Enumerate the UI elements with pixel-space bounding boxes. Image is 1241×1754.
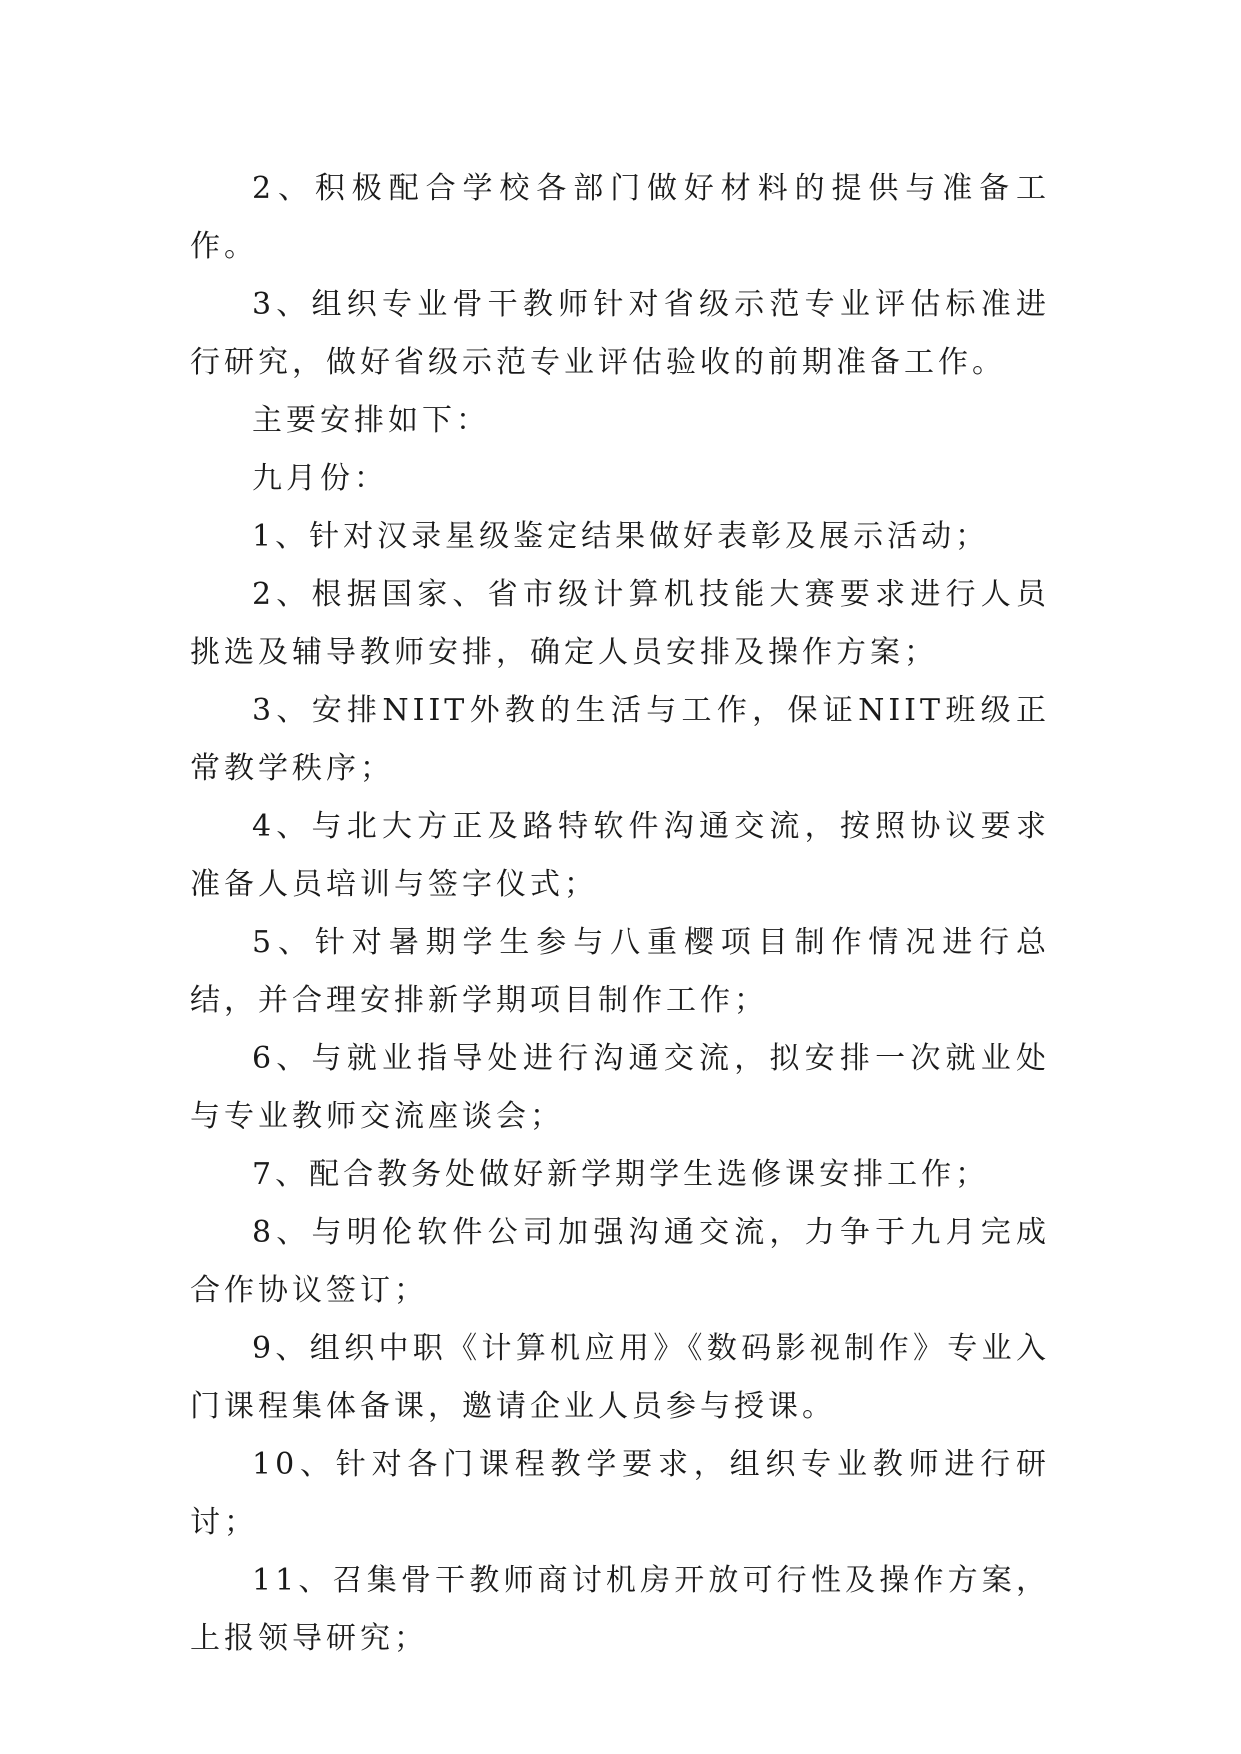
list-item: 3、安排NIIT外教的生活与工作，保证NIIT班级正常教学秩序； xyxy=(190,693,1050,786)
document-body xyxy=(190,160,1050,1668)
list-item: 8、与明伦软件公司加强沟通交流，力争于九月完成合作协议签订； xyxy=(190,1215,1050,1308)
list-item: 5、针对暑期学生参与八重樱项目制作情况进行总结，并合理安排新学期项目制作工作； xyxy=(190,925,1050,1018)
list-item: 4、与北大方正及路特软件沟通交流，按照协议要求准备人员培训与签字仪式； xyxy=(190,809,1050,902)
list-item: 10、针对各门课程教学要求，组织专业教师进行研讨； xyxy=(190,1447,1050,1540)
list-item: 6、与就业指导处进行沟通交流，拟安排一次就业处与专业教师交流座谈会； xyxy=(190,1041,1050,1134)
month-heading: 九月份： xyxy=(252,461,388,496)
list-item: 1、针对汉录星级鉴定结果做好表彰及展示活动； xyxy=(252,519,990,554)
list-item: 11、召集骨干教师商讨机房开放可行性及操作方案，上报领导研究； xyxy=(190,1563,1050,1656)
section-heading: 主要安排如下： xyxy=(252,403,490,438)
paragraph: 2、积极配合学校各部门做好材料的提供与准备工作。 xyxy=(190,171,1050,264)
list-item: 9、组织中职《计算机应用》《数码影视制作》专业入门课程集体备课，邀请企业人员参与授课。 xyxy=(190,1331,1050,1424)
paragraph: 3、组织专业骨干教师针对省级示范专业评估标准进行研究，做好省级示范专业评估验收的前期准备工作。 xyxy=(190,287,1050,380)
list-item: 2、根据国家、省市级计算机技能大赛要求进行人员挑选及辅导教师安排，确定人员安排及操作方案； xyxy=(190,577,1050,670)
list-item: 7、配合教务处做好新学期学生选修课安排工作； xyxy=(252,1157,990,1192)
